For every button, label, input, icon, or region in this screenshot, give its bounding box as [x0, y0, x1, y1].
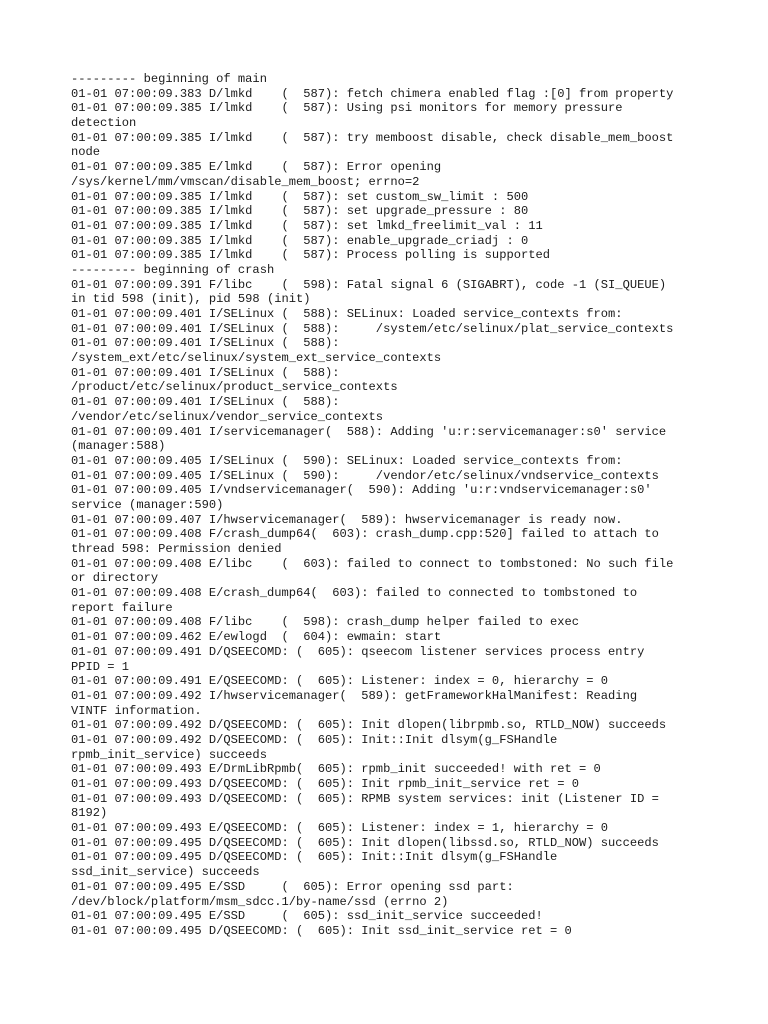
- log-line: 01-01 07:00:09.385 I/lmkd ( 587): Process polling is supported: [71, 248, 550, 263]
- log-line: PPID = 1: [71, 659, 130, 674]
- log-line: 01-01 07:00:09.391 F/libc ( 598): Fatal signal 6 (SIGABRT), code -1 (SI_QUEUE): [71, 277, 667, 292]
- log-line: 01-01 07:00:09.385 E/lmkd ( 587): Error opening: [71, 160, 442, 175]
- log-line: 01-01 07:00:09.405 I/SELinux ( 590): SELinux: Loaded service_contexts from:: [71, 453, 623, 468]
- log-text-block: [71, 72, 711, 939]
- log-line: /system_ext/etc/selinux/system_ext_service_contexts: [71, 351, 442, 366]
- log-line: /dev/block/platform/msm_sdcc.1/by-name/ssd (errno 2): [71, 894, 449, 909]
- log-line: 01-01 07:00:09.401 I/servicemanager( 588): Adding 'u:r:servicemanager:s0' service: [71, 424, 667, 439]
- log-line: 01-01 07:00:09.492 D/QSEECOMD: ( 605): Init::Init dlsym(g_FSHandle: [71, 732, 558, 747]
- log-line: 01-01 07:00:09.405 I/vndservicemanager( 590): Adding 'u:r:vndservicemanager:s0': [71, 483, 652, 498]
- log-line: 01-01 07:00:09.495 E/SSD ( 605): Error opening ssd part:: [71, 879, 514, 894]
- log-line: 01-01 07:00:09.401 I/SELinux ( 588): /system/etc/selinux/plat_service_contexts: [71, 321, 674, 336]
- log-line: 01-01 07:00:09.383 D/lmkd ( 587): fetch chimera enabled flag :[0] from property: [71, 86, 674, 101]
- log-line: 01-01 07:00:09.491 E/QSEECOMD: ( 605): Listener: index = 0, hierarchy = 0: [71, 674, 609, 689]
- log-line: /product/etc/selinux/product_service_contexts: [71, 380, 398, 395]
- log-line: 01-01 07:00:09.495 D/QSEECOMD: ( 605): Init dlopen(libssd.so, RTLD_NOW) succeeds: [71, 835, 659, 850]
- log-line: service (manager:590): [71, 497, 224, 512]
- log-line: --------- beginning of main: [71, 72, 267, 86]
- log-line: 01-01 07:00:09.495 D/QSEECOMD: ( 605): Init::Init dlsym(g_FSHandle: [71, 850, 558, 865]
- log-line: 01-01 07:00:09.385 I/lmkd ( 587): set custom_sw_limit : 500: [71, 189, 529, 204]
- log-line: or directory: [71, 571, 159, 586]
- log-line: 01-01 07:00:09.401 I/SELinux ( 588):: [71, 365, 340, 380]
- log-line: ssd_init_service) succeeds: [71, 865, 260, 880]
- log-line: (manager:588): [71, 439, 166, 454]
- log-line: rpmb_init_service) succeeds: [71, 747, 267, 762]
- log-line: 01-01 07:00:09.385 I/lmkd ( 587): enable_upgrade_criadj : 0: [71, 233, 529, 248]
- log-line: 01-01 07:00:09.495 D/QSEECOMD: ( 605): Init ssd_init_service ret = 0: [71, 923, 572, 938]
- log-line: detection: [71, 116, 137, 131]
- log-line: 01-01 07:00:09.401 I/SELinux ( 588): SELinux: Loaded service_contexts from:: [71, 307, 623, 321]
- log-line: 01-01 07:00:09.493 D/QSEECOMD: ( 605): RPMB system services: init (Listener ID =: [71, 791, 659, 806]
- log-line: 01-01 07:00:09.462 E/ewlogd ( 604): ewmain: start: [71, 630, 442, 645]
- log-line: 01-01 07:00:09.407 I/hwservicemanager( 589): hwservicemanager is ready now.: [71, 512, 623, 527]
- log-line: 01-01 07:00:09.385 I/lmkd ( 587): Using psi monitors for memory pressure: [71, 101, 623, 116]
- log-line: VINTF information.: [71, 703, 202, 718]
- log-line: 01-01 07:00:09.408 F/crash_dump64( 603): crash_dump.cpp:520] failed to attach to: [71, 527, 659, 542]
- log-line: 01-01 07:00:09.491 D/QSEECOMD: ( 605): qseecom listener services process entry: [71, 644, 645, 659]
- log-line: 01-01 07:00:09.408 E/libc ( 603): failed to connect to tombstoned: No such file: [71, 556, 674, 571]
- log-line: 01-01 07:00:09.492 I/hwservicemanager( 589): getFrameworkHalManifest: Reading: [71, 688, 638, 703]
- log-line: 01-01 07:00:09.385 I/lmkd ( 587): try memboost disable, check disable_mem_boost: [71, 130, 674, 145]
- log-line: 01-01 07:00:09.408 E/crash_dump64( 603): failed to connected to tombstoned to: [71, 586, 638, 601]
- log-line: 01-01 07:00:09.401 I/SELinux ( 588):: [71, 336, 340, 351]
- log-line: 01-01 07:00:09.493 E/DrmLibRpmb( 605): rpmb_init succeeded! with ret = 0: [71, 762, 601, 777]
- log-line: 01-01 07:00:09.385 I/lmkd ( 587): set lmkd_freelimit_val : 11: [71, 218, 543, 233]
- log-line: 01-01 07:00:09.493 D/QSEECOMD: ( 605): Init rpmb_init_service ret = 0: [71, 777, 580, 791]
- log-line: 01-01 07:00:09.405 I/SELinux ( 590): /vendor/etc/selinux/vndservice_contexts: [71, 468, 659, 483]
- log-line: report failure: [71, 600, 173, 615]
- log-line: 8192): [71, 806, 108, 821]
- log-line: in tid 598 (init), pid 598 (init): [71, 292, 311, 307]
- log-line: node: [71, 145, 101, 160]
- log-line: 01-01 07:00:09.492 D/QSEECOMD: ( 605): Init dlopen(librpmb.so, RTLD_NOW) succeeds: [71, 718, 667, 733]
- log-line: 01-01 07:00:09.385 I/lmkd ( 587): set upgrade_pressure : 80: [71, 204, 529, 219]
- log-line: 01-01 07:00:09.493 E/QSEECOMD: ( 605): Listener: index = 1, hierarchy = 0: [71, 821, 609, 836]
- log-line: 01-01 07:00:09.401 I/SELinux ( 588):: [71, 395, 340, 410]
- log-line: /sys/kernel/mm/vmscan/disable_mem_boost; errno=2: [71, 174, 420, 189]
- log-line: thread 598: Permission denied: [71, 542, 282, 556]
- log-line: 01-01 07:00:09.495 E/SSD ( 605): ssd_init_service succeeded!: [71, 909, 543, 924]
- log-line: /vendor/etc/selinux/vendor_service_contexts: [71, 409, 384, 424]
- log-line: --------- beginning of crash: [71, 262, 275, 277]
- log-line: 01-01 07:00:09.408 F/libc ( 598): crash_dump helper failed to exec: [71, 615, 580, 630]
